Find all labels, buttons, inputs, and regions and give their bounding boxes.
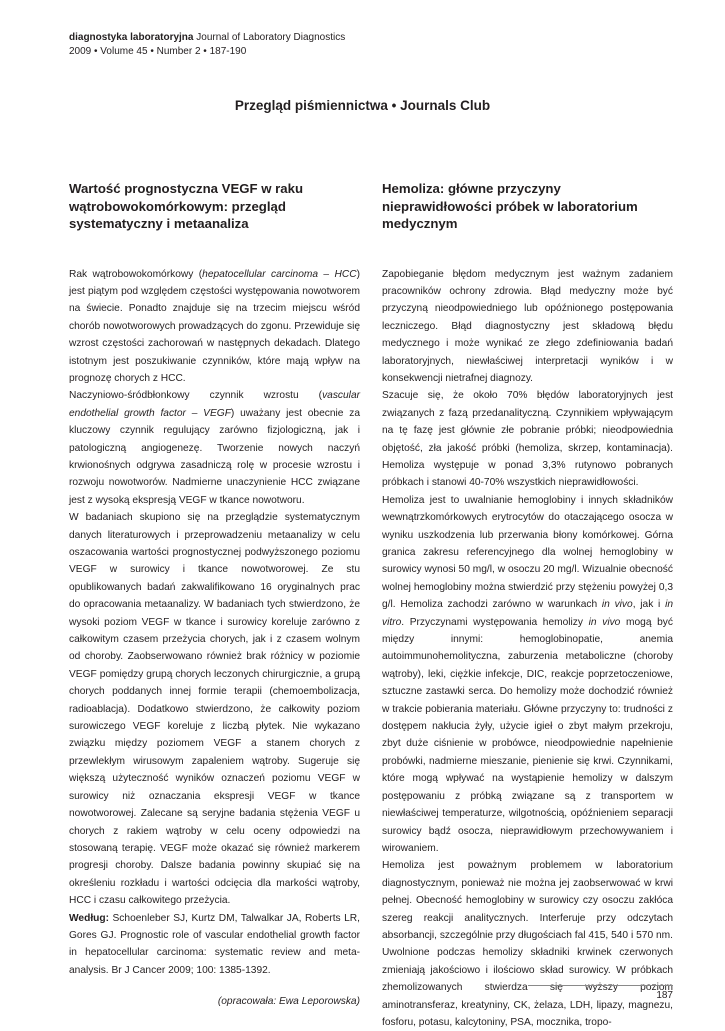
left-paragraph-3: W badaniach skupiono się na przeglądzie systematycznym danych literaturowych i przeprowadzeniu metaanalizy w celu oszacowania wartości prognostycznej podwyższonego poziomu VEGF w surowicy i tkance nowotworowej. Ze stu opublikowanych badań zakwalifikowano 16 oryginalnych prac do opracowania metaanalizy. W badaniach tych stwierdzono, że wysoki poziom VEGF w tkance i surowicy koreluje zarówno z całkowitym czasem przeżycia chorych, jak i z czasem wolnym od choroby. Zaobserwowano również brak różnicy w poziomie VEGF pomiędzy grupą chorych leczonych chirurgicznie, a grupą chorych poddanych innej formie terapii (chemoembolizacja, radioablacja). Dodatkowo stwierdzono, że całkowity poziom surowiczego VEGF koreluje z liczbą płytek. Nie wykazano związku między poziomem VEGF a stanem chorych z przewlekłym wirusowym zapaleniem wątroby. Sugeruje się większą użyteczność wyników oznaczeń poziomu VEGF w surowicy niż oznaczania ekspresji VEGF w tkance nowotworowej. Zalecane są seryjne badania stężenia VEGF u chorych z rakiem wątroby w celu oceny odpowiedzi na stosowaną terapię. VEGF może okazać się również markerem progresji choroby. Dalsze badania powinny skupiać się na określeniu rozkładu i wartości odcięcia dla markości wątroby, HCC i czasu całkowitego przeżycia. [69,512,360,907]
left-paragraph-2: Naczyniowo-śródbłonkowy czynnik wzrostu (vascular endothelial growth factor – VEGF) uważany jest obecnie za kluczowy czynnik regulujący zarówno fizjologiczną, jak i patologiczną angiogenezę. Tworzenie nowych naczyń krwionośnych odgrywa zasadniczą rolę w procesie wzrostu i rozwoju nowotworów. Nadmierne unaczynienie HCC związane jest z wysoką ekspresją VEGF w tkance nowotworu. [69,390,360,506]
author-credit: (opracowała: Ewa Leporowska) [217,996,360,1008]
journal-name: diagnostyka laboratoryjna [69,32,194,43]
journal-header [69,31,345,59]
right-article [382,180,673,1031]
section-title: Przegląd piśmiennictwa • Journals Club [234,98,491,113]
left-paragraph-1: Rak wątrobowokomórkowy (hepatocellular carcinoma – HCC) jest piątym pod względem częstości występowania nowotworem na świecie. Ponadto znajduje się na trzecim miejscu wśród chorób nowotworowych prowadzących do zgonu. Przewiduje się wzrost częstości zachorowań w następnych dekadach. Dlatego istotnym jest poszukiwanie czynników, które mają wpływ na prognozę chorych z HCC. [69,268,361,384]
reference-text: Schoenleber SJ, Kurtz DM, Talwalkar JA, Roberts LR, Gores GJ. Prognostic role of vascular endothelial growth factor in hepatocellular carcinoma: systematic review and meta-analysis. Br J Cancer 2009; 100: 1385-1392. [69,912,360,976]
right-paragraph-4: Hemoliza jest poważnym problemem w laboratorium diagnostycznym, ponieważ nie można jej zaobserwować w krwi pełnej. Obecność hemoglobiny w surowicy czy osoczu zakłóca szereg reakcji analitycznych. Interferuje przy odczytach absorbancji, szczególnie przy długościach fal 415, 540 i 570 nm. Uwolnione podczas hemolizy składniki krwinek czerwonych zmieniają jakościowo i ilościowo skład surowicy. W próbkach zhemolizowanych stwierdza się wyższy poziom aminotransferaz, kreatyniny, CK, żelaza, LDH, lipazy, magnezu, fosforu, potasu, kalcytoniny, PSA, mocznika, tropo- [382,860,673,1028]
right-paragraph-2: Szacuje się, że około 70% błędów laboratoryjnych jest związanych z fazą przedanalityczną. Czynnikiem wpływającym na tę fazę jest głównie złe pobranie próbki; nieodpowiednia objętość, zła jakość próbki (hemoliza, skrzep, kontaminacja). Hemoliza występuje w ponad 3,3% rutynowo pobranych próbkach i stanowi 40-70% wszystkich nieprawidłowości. [382,390,673,489]
page-number: 187 [656,990,673,1001]
left-article [69,180,360,1011]
footer-divider [528,985,673,986]
reference-label: Według: [69,912,109,924]
reference [69,910,360,980]
left-article-title: Wartość prognostyczna VEGF w raku wątrobowokomórkowym: przegląd systematyczny i metaanaliza [69,181,304,231]
issue-line: 2009 • Volume 45 • Number 2 • 187-190 [69,46,247,57]
journal-subtitle: Journal of Laboratory Diagnostics [193,32,346,43]
right-paragraph-1: Zapobieganie błędom medycznym jest ważnym zadaniem pracowników ochrony zdrowia. Błąd medyczny może być przyczyną nieodpowiedniego lub opóźnionego postępowania leczniczego. Błąd diagnostyczny jest składową błędu medycznego i może wynikać ze złego zdefiniowania badań laboratoryjnych, niewłaściwej interpretacji wyników i w konsekwencji nietrafnej diagnozy. [382,268,673,384]
journal-title-line [69,31,345,45]
right-paragraph-3: Hemoliza jest to uwalnianie hemoglobiny i innych składników wewnątrzkomórkowych erytrocytów do otaczającego osocza w wyniku uszkodzenia lub przerwania błony komórkowej. Górna granica zakresu referencyjnego dla wolnej hemoglobiny w surowicy wynosi 50 mg/l, w osoczu 20 mg/l. Wizualnie obecność wolnej hemoglobiny można stwierdzić przy stężeniu powyżej 0,3 g/l. Hemoliza zachodzi zarówno w warunkach in vivo, jak i in vitro. Przyczynami występowania hemolizy in vivo mogą być między innymi: hemoglobinopatie, anemia autoimmunohemolityczna, zaburzenia metaboliczne (choroby wątroby), leki, ciężkie infekcje, DIC, reakcje poprzetoczeniowe, sztuczne zastawki serca. Do hemolizy może dochodzić również w trakcie pobierania materiału. Główne przyczyny to: trudności z dostępem nakłucia żyły, użycie igieł o zbyt małym przekroju, zbyt duże ciśnienie w probówce, nieodpowiednie napełnienie probówki, nadmierne mieszanie, pienienie się krwi. Czynnikami, które mogą wpływać na wystąpienie hemolizy w dalszym postępowaniu z próbką związane są z transportem w niewłaściwej temperaturze, wilgotnością, opóźnieniem separacji surowicy bądź osocza, nieprawidłowym przechowywaniem i wirowaniem. [382,494,673,854]
right-article-title: Hemoliza: główne przyczyny nieprawidłowości próbek w laboratorium medycznym [382,181,638,231]
